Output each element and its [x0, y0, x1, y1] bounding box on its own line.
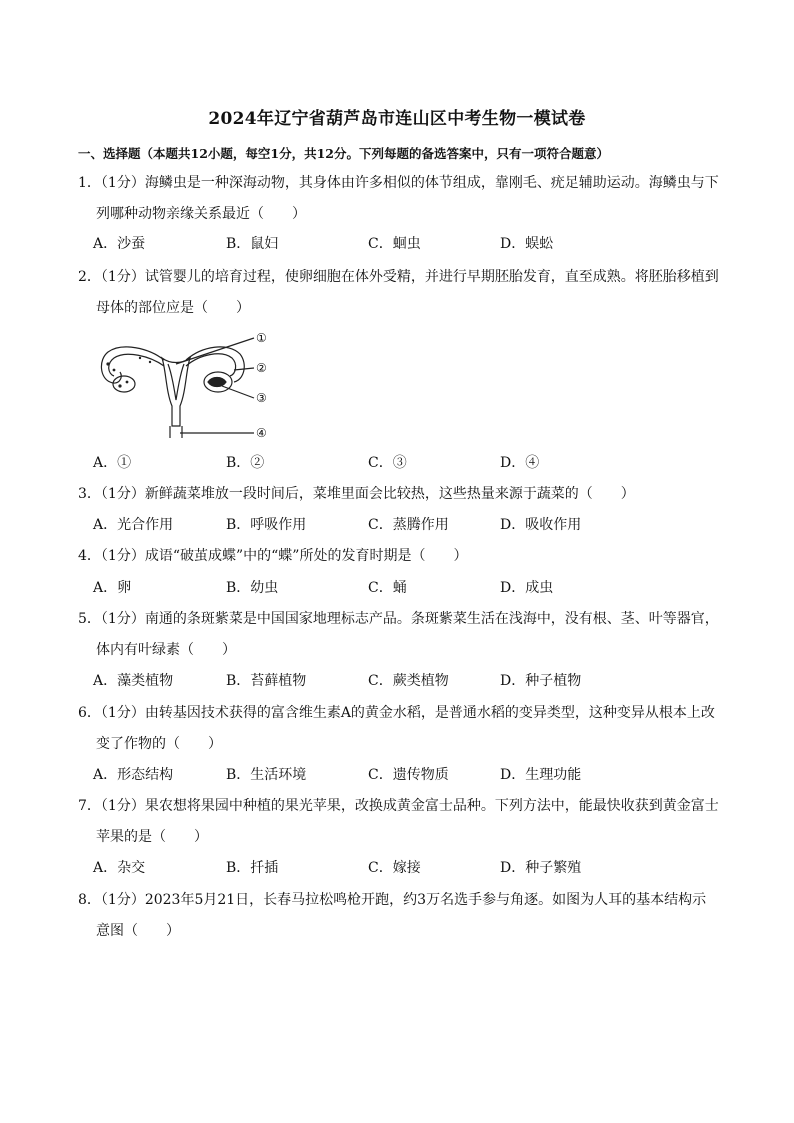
option-c[interactable]: C．蕨类植物 — [368, 673, 449, 689]
female-reproductive-system-figure — [94, 330, 284, 440]
option-c[interactable]: C．遗传物质 — [368, 767, 449, 783]
option-d[interactable]: D．生理功能 — [500, 767, 582, 783]
question-text: 8．（1分）2023年5月21日，长春马拉松鸣枪开跑，约3万名选手参与角逐。如图为人耳的基本结构示 — [78, 892, 707, 908]
option-a[interactable]: A．光合作用 — [93, 517, 174, 533]
option-b[interactable]: B．扦插 — [226, 860, 279, 876]
uterus — [162, 358, 190, 426]
question-4 — [78, 541, 728, 572]
question-text: 意图（ ） — [96, 923, 180, 939]
vagina — [170, 426, 182, 438]
question-text: 母体的部位应是（ ） — [96, 300, 250, 316]
question-8 — [78, 885, 728, 947]
option-c[interactable]: C．③ — [368, 455, 407, 471]
option-a[interactable]: A．① — [93, 455, 132, 471]
option-a[interactable]: A．卵 — [93, 580, 132, 596]
option-c[interactable]: C．嫁接 — [368, 860, 421, 876]
question-text: 列哪种动物亲缘关系最近（ ） — [96, 206, 306, 222]
option-b[interactable]: B．幼虫 — [226, 580, 279, 596]
question-text: 4．（1分）成语“破茧成蝶”中的“蝶”所处的发育时期是（ ） — [78, 548, 468, 564]
option-d[interactable]: D．种子繁殖 — [500, 860, 582, 876]
option-d[interactable]: D．吸收作用 — [500, 517, 582, 533]
left-fallopian-tube — [101, 347, 164, 383]
option-b[interactable]: B．呼吸作用 — [226, 517, 307, 533]
figure-label-4: ④ — [256, 426, 267, 440]
question-text: 体内有叶绿素（ ） — [96, 642, 236, 658]
figure-label-2: ② — [256, 361, 267, 375]
page-title: 2024年辽宁省葫芦岛市连山区中考生物一模试卷 — [208, 109, 586, 129]
question-text: 1．（1分）海鳞虫是一种深海动物，其身体由许多相似的体节组成，靠刚毛、疣足辅助运动。海鳞虫与下 — [78, 175, 719, 191]
option-c[interactable]: C．蒸腾作用 — [368, 517, 449, 533]
question-text: 5．（1分）南通的条斑紫菜是中国国家地理标志产品。条斑紫菜生活在浅海中，没有根、茎、叶等器官， — [78, 611, 719, 627]
option-b[interactable]: B．生活环境 — [226, 767, 307, 783]
question-7 — [78, 791, 728, 853]
question-text: 6．（1分）由转基因技术获得的富含维生素A的黄金水稻，是普通水稻的变异类型，这种变异从根本上改 — [78, 705, 715, 721]
question-text: 2．（1分）试管婴儿的培育过程，使卵细胞在体外受精，并进行早期胚胎发育，直至成熟。将胚胎移植到 — [78, 269, 719, 285]
question-text: 3．（1分）新鲜蔬菜堆放一段时间后，菜堆里面会比较热，这些热量来源于蔬菜的（ ） — [78, 486, 635, 502]
option-c[interactable]: C．蛔虫 — [368, 236, 421, 252]
option-d[interactable]: D．成虫 — [500, 580, 554, 596]
option-b[interactable]: B．鼠妇 — [226, 236, 279, 252]
option-a[interactable]: A．杂交 — [93, 860, 146, 876]
option-d[interactable]: D．蜈蚣 — [500, 236, 554, 252]
option-a[interactable]: A．形态结构 — [93, 767, 174, 783]
question-6 — [78, 698, 728, 760]
question-5 — [78, 604, 728, 666]
option-a[interactable]: A．沙蚕 — [93, 236, 146, 252]
figure-label-1: ① — [256, 331, 267, 345]
option-b[interactable]: B．② — [226, 455, 265, 471]
option-a[interactable]: A．藻类植物 — [93, 673, 174, 689]
question-text: 7．（1分）果农想将果园中种植的果光苹果，改换成黄金富士品种。下列方法中，能最快收获到黄金富士 — [78, 798, 719, 814]
question-1 — [78, 168, 728, 230]
option-c[interactable]: C．蛹 — [368, 580, 407, 596]
figure-label-3: ③ — [256, 391, 267, 405]
option-d[interactable]: D．④ — [500, 455, 540, 471]
section-heading: 一、选择题（本题共12小题，每空1分，共12分。下列每题的备选答案中，只有一项符合题意） — [78, 146, 609, 161]
option-b[interactable]: B．苔藓植物 — [226, 673, 307, 689]
question-text: 变了作物的（ ） — [96, 736, 222, 752]
question-text: 苹果的是（ ） — [96, 829, 208, 845]
question-2 — [78, 262, 728, 324]
question-3 — [78, 479, 728, 510]
left-ovary — [113, 376, 135, 392]
option-d[interactable]: D．种子植物 — [500, 673, 582, 689]
